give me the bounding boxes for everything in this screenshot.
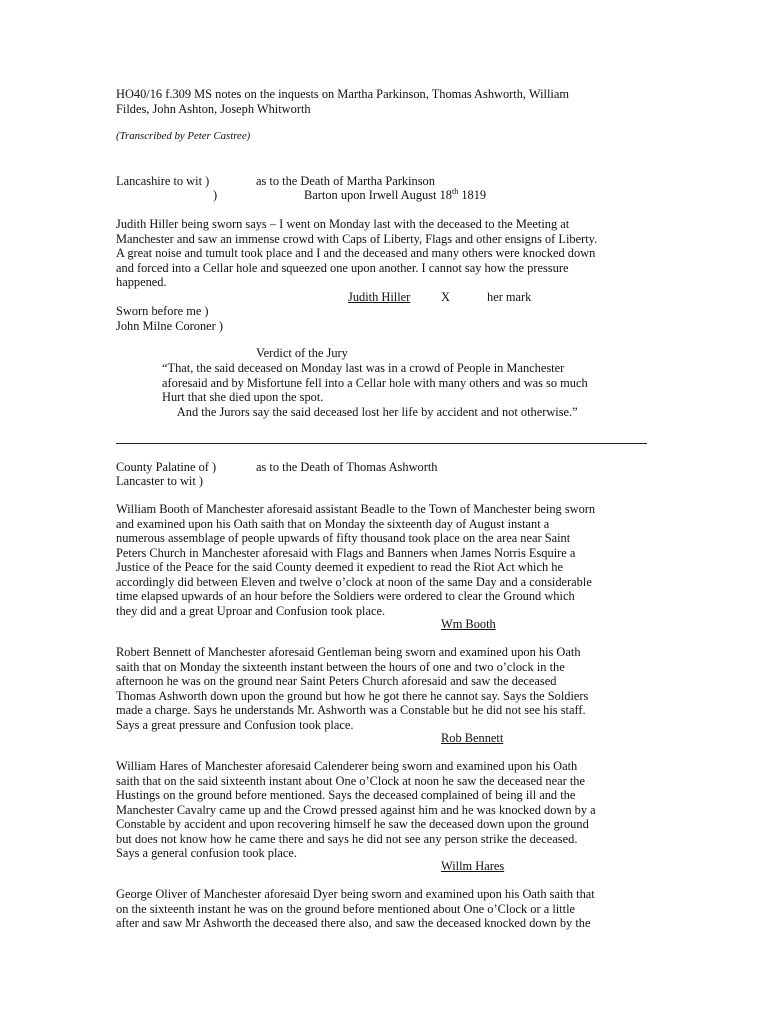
testimony-line: happened. [116,275,167,289]
statement-line: Robert Bennett of Manchester aforesaid Gentleman being sworn and examined upon his Oath [116,645,581,659]
sworn-line: John Milne Coroner ) [116,318,224,333]
sworn-before [116,304,652,333]
statement-line: Says a general confusion took place. [116,846,297,860]
section-divider [116,443,647,444]
witness-statement [116,759,652,861]
witness-signature: Wm Booth [441,617,496,631]
signature-name: Judith Hiller [348,290,411,304]
witness-statement [116,887,652,931]
statement-line: Justice of the Peace for the said County deemed it expedient to read the Riot Act which he [116,560,563,574]
witness-signature: Rob Bennett [441,731,504,745]
statement-line: Peters Church in Manchester aforesaid with Flags and Banners when James Norris Esquire a [116,545,576,560]
place-date [304,188,486,203]
witness-statement [116,645,652,732]
statement-line: William Hares of Manchester aforesaid Calenderer being sworn and examined upon his Oath [116,759,578,773]
statement-line: but does not know how he came there and says he did not see any person strike the deceased. [116,831,578,846]
statement-line: and examined upon his Oath saith that on Monday the sixteenth day of August instant a [116,516,550,531]
statement-line: time elapsed upwards of an hour before the Soldiers were ordered to clear the Ground which [116,589,575,603]
venue-county: Lancashire to wit ) [116,174,210,188]
statement-line: Thomas Ashworth down upon the ground but how he got there he cannot say. Says the Soldiers [116,688,589,703]
venue-county-line2: Lancaster to wit ) [116,474,204,488]
statement-line: numerous assemblage of people upwards of fifty thousand took place on the area near Saint [116,531,571,545]
verdict-line: Hurt that she died upon the spot. [162,390,324,404]
title-line: HO40/16 f.309 MS notes on the inquests on Martha Parkinson, Thomas Ashworth, William [116,87,570,101]
verdict-heading: Verdict of the Jury [256,346,348,360]
statement-line: Hustings on the ground before mentioned. Says the deceased complained of being ill and the [116,788,576,802]
venue-subject: as to the Death of Thomas Ashworth [256,460,438,474]
testimony-line: Manchester and saw an immense crowd with Caps of Liberty, Flags and other ensigns of Liberty. [116,231,598,246]
witness-signature: Willm Hares [441,859,505,873]
verdict-line: “That, the said deceased on Monday last was in a crowd of People in Manchester [162,361,565,375]
verdict-text [162,361,662,419]
statement-line: on the sixteenth instant he was on the ground before mentioned about One o’Clock or a little [116,901,576,916]
testimony-line: A great noise and tumult took place and I and the deceased and many others were knocked down [116,246,596,260]
testimony-paragraph [116,217,652,290]
statement-line: Says a great pressure and Confusion took place. [116,717,354,732]
date-year: 1819 [458,188,487,202]
witness-statement [116,502,652,618]
statement-line: accordingly did between Eleven and twelve o’clock at noon of the same Day and a considerable [116,574,592,589]
transcriber-note: (Transcribed by Peter Castree) [116,130,251,142]
venue-county: County Palatine of ) [116,460,217,474]
statement-line: saith that on Monday the sixteenth instant between the hours of one and two o’clock in the [116,659,565,674]
statement-line: made a charge. Says he understands Mr. Ashworth was a Constable but he did not see his staff. [116,703,586,717]
testimony-line: and forced into a Cellar hole and squeezed one upon another. I cannot say how the pressure [116,260,569,275]
place-date-text: Barton upon Irwell August 18 [304,188,452,202]
document-title [116,87,652,116]
statement-line: they did and a great Uproar and Confusion took place. [116,603,386,618]
statement-line: saith that on the said sixteenth instant about One o’Clock at noon he saw the deceased near the [116,773,585,788]
sworn-line: Sworn before me ) [116,304,209,318]
venue-subject: as to the Death of Martha Parkinson [256,174,435,188]
signature-mark: her mark [487,290,532,304]
statement-line: Constable by accident and upon recovering himself he saw the deceased down upon the ground [116,817,589,831]
statement-line: afternoon he was on the ground near Saint Peters Church aforesaid and saw the deceased [116,674,557,688]
statement-line: George Oliver of Manchester aforesaid Dyer being sworn and examined upon his Oath saith that [116,887,595,901]
statement-line: Manchester Cavalry came up and the Crowd pressed against him and he was knocked down by a [116,802,596,817]
date-suffix: th [452,186,459,196]
statement-line: after and saw Mr Ashworth the deceased there also, and saw the deceased knocked down by the [116,916,591,930]
venue-bracket: ) [213,188,218,202]
verdict-line: aforesaid and by Misfortune fell into a Cellar hole with many others and was so much [162,375,588,390]
testimony-line: Judith Hiller being sworn says – I went on Monday last with the deceased to the Meeting at [116,217,570,231]
title-line: Fildes, John Ashton, Joseph Whitworth [116,101,311,116]
signature-x: X [441,290,450,304]
verdict-line: And the Jurors say the said deceased lost her life by accident and not otherwise.” [162,404,578,419]
statement-line: William Booth of Manchester aforesaid assistant Beadle to the Town of Manchester being sworn [116,502,596,516]
